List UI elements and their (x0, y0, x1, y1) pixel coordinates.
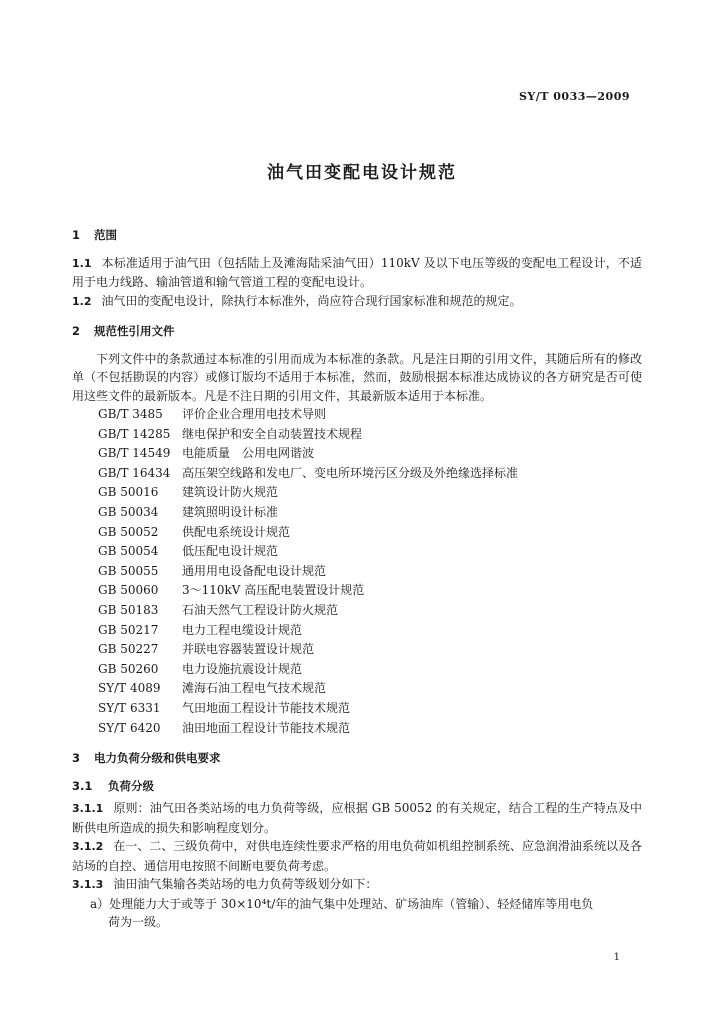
reference-code: GB 50060 (98, 583, 159, 598)
section-title: 规范性引用文件 (94, 324, 175, 338)
references-intro: 下列文件中的条款通过本标准的引用而成为本标准的条款。凡是注日期的引用文件，其随后所有的修改单（不包括勘误的内容）或修订版均不适用于本标准，然而，鼓励根据本标准达成协议的各方研究是否可使用这些文件的最新版本。凡是不注日期的引用文件，其最新版本适用于本标准。 (72, 351, 642, 403)
reference-code: GB 50217 (98, 622, 159, 637)
reference-item (98, 621, 642, 641)
reference-code: GB/T 14285 (98, 426, 171, 441)
reference-item (98, 581, 642, 601)
reference-item (98, 699, 642, 719)
section-number: 1 (72, 228, 81, 242)
reference-item (98, 464, 642, 484)
reference-title: 低压配电设计规范 (182, 544, 279, 559)
list-item-a: a）处理能力大于或等于 30×10⁴t/年的油气集中处理站、矿场油库（管输）、轻烃储库等用电负 (90, 896, 594, 911)
reference-code: GB 50055 (98, 563, 159, 578)
clause-text: 油田油气集输各类站场的电力负荷等级划分如下： (113, 877, 378, 892)
reference-title: 建筑照明设计标准 (182, 504, 279, 519)
clause-text: 原则：油气田各类站场的电力负荷等级，应根据 GB 50052 的有关规定，结合工程的生产特点及中断供电所造成的损失和影响程度划分。 (72, 801, 642, 835)
reference-item (98, 640, 642, 660)
reference-title: 供配电系统设计规范 (182, 524, 291, 539)
reference-title: 电力设施抗震设计规范 (182, 661, 303, 676)
reference-title: 通用用电设备配电设计规范 (182, 563, 327, 578)
reference-item (98, 601, 642, 621)
document-title: 油气田变配电设计规范 (267, 163, 457, 183)
clause-number: 3.1.2 (72, 840, 104, 854)
section-number: 3 (72, 751, 81, 766)
clause-text: 本标准适用于油气田（包括陆上及滩海陆采油气田）110kV 及以下电压等级的变配电工程设计，不适用于电力线路、输油管道和输气管道工程的变配电设计。 (72, 255, 642, 289)
subsection-number: 3.1 (72, 778, 93, 793)
list-item-a-continuation: 荷为一级。 (108, 915, 169, 930)
reference-title: 石油天然气工程设计防火规范 (182, 602, 339, 617)
reference-item (98, 542, 642, 562)
reference-code: GB 50034 (98, 504, 159, 519)
clause-number: 3.1.3 (72, 878, 104, 892)
subsection-title: 负荷分级 (108, 778, 154, 793)
clause-number: 3.1.1 (72, 802, 104, 816)
reference-title: 气田地面工程设计节能技术规范 (182, 700, 351, 715)
reference-title: 3～110kV 高压配电装置设计规范 (182, 583, 365, 598)
reference-title: 继电保护和安全自动装置技术规程 (182, 426, 363, 441)
reference-code: GB 50183 (98, 602, 159, 617)
reference-item (98, 405, 642, 425)
reference-item (98, 719, 642, 739)
clause-number: 1.2 (72, 294, 92, 308)
clause-1-2 (72, 292, 642, 312)
reference-code: SY/T 6420 (98, 720, 161, 735)
reference-list (72, 405, 642, 738)
reference-item (98, 503, 642, 523)
clause-3-1-1 (72, 799, 642, 837)
section-heading-scope (72, 226, 642, 245)
reference-title: 并联电容器装置设计规范 (182, 642, 315, 657)
reference-item (98, 562, 642, 582)
reference-code: GB 50052 (98, 524, 159, 539)
clause-text: 油气田的变配电设计，除执行本标准外，尚应符合现行国家标准和规范的规定。 (101, 293, 522, 308)
section-heading-normative-references (72, 322, 642, 341)
page-content (72, 226, 642, 932)
reference-code: SY/T 6331 (98, 700, 161, 715)
reference-title: 电力工程电缆设计规范 (182, 622, 303, 637)
reference-code: GB/T 16434 (98, 465, 171, 480)
clause-text: 在一、二、三级负荷中，对供电连续性要求严格的用电负荷如机组控制系统、应急润滑油系统以及各站场的自控、通信用电按照不间断电要负荷考虑。 (72, 839, 642, 873)
reference-item (98, 444, 642, 464)
clause-number: 1.1 (72, 256, 92, 270)
reference-code: GB/T 14549 (98, 446, 171, 461)
reference-title: 滩海石油工程电气技术规范 (182, 681, 327, 696)
reference-code: SY/T 4089 (98, 681, 161, 696)
reference-title: 电能质量 公用电网谐波 (182, 446, 315, 461)
reference-code: GB/T 3485 (98, 407, 163, 421)
reference-title: 评价企业合理用电技术导则 (182, 407, 327, 421)
clause-3-1-3 (72, 875, 642, 895)
standard-code: SY/T 0033—2009 (518, 90, 630, 103)
section-title: 范围 (94, 228, 117, 242)
reference-code: GB 50054 (98, 544, 159, 559)
section-number: 2 (72, 324, 81, 338)
clause-1-1 (72, 254, 642, 292)
reference-item (98, 523, 642, 543)
clause-3-1-2 (72, 837, 642, 875)
reference-title: 高压架空线路和发电厂、变电所环境污区分级及外绝缘选择标准 (182, 465, 519, 480)
reference-item (98, 425, 642, 445)
reference-title: 油田地面工程设计节能技术规范 (182, 720, 351, 735)
reference-item (98, 660, 642, 680)
reference-item (98, 679, 642, 699)
section-title: 电力负荷分级和供电要求 (94, 751, 221, 766)
reference-code: GB 50260 (98, 661, 159, 676)
reference-code: GB 50227 (98, 642, 159, 657)
reference-title: 建筑设计防火规范 (182, 485, 279, 500)
reference-item (98, 483, 642, 503)
subsection-heading-load-grading (72, 777, 642, 796)
page-number: 1 (613, 952, 620, 963)
section-heading-load-classification (72, 749, 642, 768)
reference-code: GB 50016 (98, 485, 159, 500)
